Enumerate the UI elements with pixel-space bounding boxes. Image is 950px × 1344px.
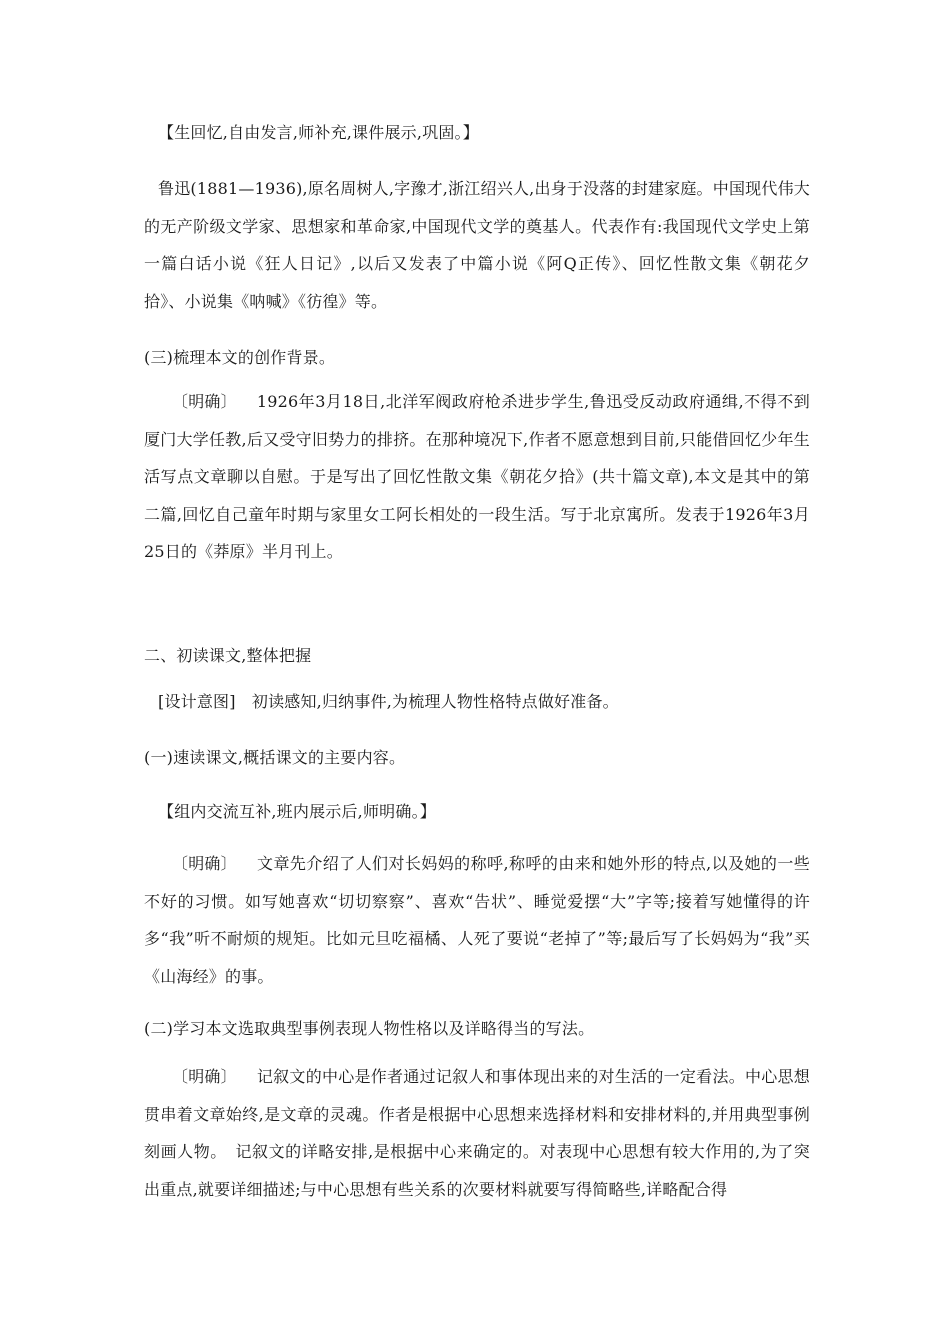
clarification-text: 1926年3月18日,北洋军阀政府枪杀进步学生,鲁迅受反动政府通缉,不得不到厦门大学任教,后又受守旧势力的排挤。在那种境况下,作者不愿意想到目前,只能借回忆少年生活写点文章聊以自慰。于是写出了回忆性散文集《朝花夕拾》(共十篇文章),本文是其中的第二篇,回忆自己童年时期与家里女工阿长相处的一段生活。写于北京寓所。发表于1926年3月25日的《莽原》半月刊上。 xyxy=(144,392,810,561)
clarification-main-content xyxy=(144,845,810,995)
clarification-text: 记叙文的中心是作者通过记叙人和事体现出来的对生活的一定看法。中心思想贯串着文章始终,是文章的灵魂。作者是根据中心思想来选择材料和安排材料的,并用典型事例刻画人物。 记叙文的详略安排,是根据中心来确定的。对表现中心思想有较大作用的,为了突出重点,就要详细描述;与中心思想有些关系的次要材料就要写得简略些,详略配合得 xyxy=(144,1067,810,1199)
clarification-writing-method xyxy=(144,1058,810,1208)
clarification-tag: 〔明确〕 xyxy=(172,392,237,411)
section-heading-main-content: (一)速读课文,概括课文的主要内容。 xyxy=(144,748,406,767)
clarification-tag: 〔明确〕 xyxy=(172,1067,237,1086)
clarification-tag: 〔明确〕 xyxy=(172,854,237,873)
design-intent: [设计意图] 初读感知,归纳事件,为梳理人物性格特点做好准备。 xyxy=(158,692,619,711)
section-heading-first-reading: 二、初读课文,整体把握 xyxy=(144,646,312,665)
section-heading-writing-method: (二)学习本文选取典型事例表现人物性格以及详略得当的写法。 xyxy=(144,1019,595,1038)
author-introduction: 鲁迅(1881—1936),原名周树人,字豫才,浙江绍兴人,出身于没落的封建家庭。中国现代伟大的无产阶级文学家、思想家和革命家,中国现代文学的奠基人。代表作有:我国现代文学史上第一篇白话小说《狂人日记》,以后又发表了中篇小说《阿Q正传》、回忆性散文集《朝花夕拾》、小说集《呐喊》《彷徨》等。 xyxy=(144,179,810,311)
section-heading-background: (三)梳理本文的创作背景。 xyxy=(144,348,336,367)
classroom-activity-note-2: 【组内交流互补,班内展示后,师明确。】 xyxy=(158,802,436,821)
clarification-text: 文章先介绍了人们对长妈妈的称呼,称呼的由来和她外形的特点,以及她的一些不好的习惯。如写她喜欢“切切察察”、喜欢“告状”、睡觉爱摆“大”字等;接着写她懂得的许多“我”听不耐烦的规矩。比如元旦吃福橘、人死了要说“老掉了”等;最后写了长妈妈为“我”买《山海经》的事。 xyxy=(144,854,810,986)
classroom-activity-note: 【生回忆,自由发言,师补充,课件展示,巩固。】 xyxy=(158,123,479,142)
clarification-background xyxy=(144,383,810,571)
